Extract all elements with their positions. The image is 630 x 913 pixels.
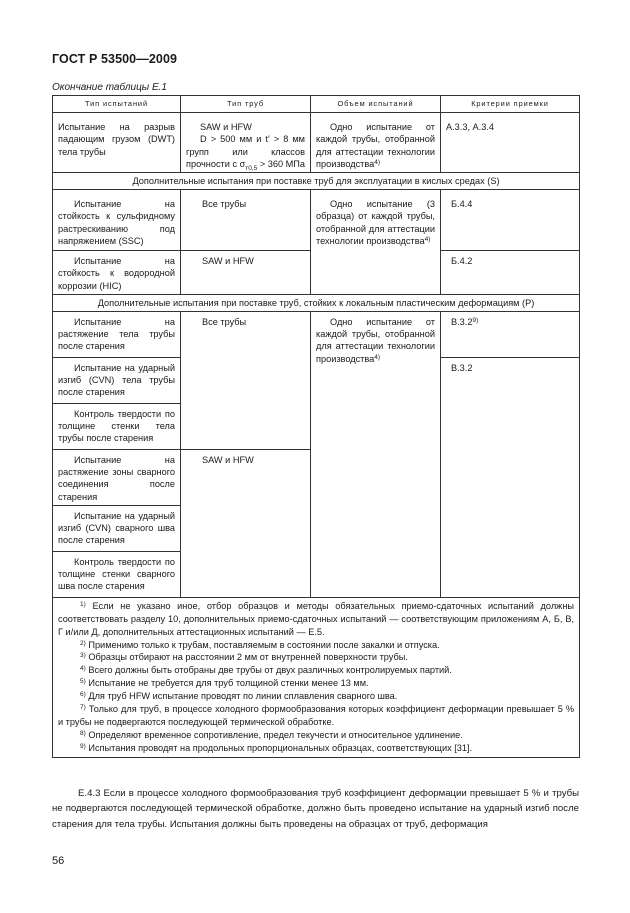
- p6-test: Контроль твердости по толщине стенки сварного шва после старения: [58, 556, 175, 592]
- p3-test-cell: [53, 404, 181, 450]
- footnote: [58, 677, 574, 690]
- p-volume-sup: 4): [374, 353, 381, 361]
- footnote-text: Применимо только к трубам, поставляемым в состоянии после закалки и отпуска.: [88, 639, 440, 650]
- p1-criteria-cell: [441, 312, 580, 358]
- dwt-pipe-sub: т0,5: [245, 164, 258, 172]
- document-header: ГОСТ Р 53500—2009: [52, 52, 178, 66]
- section-s-title: Дополнительные испытания при поставке труб для эксплуатации в кислых средах (S): [53, 173, 580, 190]
- hic-test-cell: [53, 251, 181, 295]
- ssc-criteria: Б.4.4: [451, 199, 473, 210]
- footnote-text: Если не указано иное, отбор образцов и методы обязательных приемо-сдаточных испытаний должны соответствовать разделу 10, дополнительных приемо-сдаточных испытаний — соответствующим приложениям А, Б, В, Г и/или Д, дополнительных аттестационных испытаний — Е.5.: [58, 600, 575, 637]
- ssc-volume-sup: 4): [424, 235, 431, 243]
- footnote-mark: 6): [80, 691, 86, 699]
- p2-test: Испытание на ударный изгиб (CVN) тела трубы после старения: [58, 363, 175, 398]
- p-volume: Одно испытание от каждой трубы, отобранной для аттестации технологии производства: [316, 317, 435, 364]
- footnote: [58, 651, 574, 664]
- body-paragraph: Е.4.3 Если в процессе холодного формообразования труб коэффициент деформации превышает 5 % и трубы не подвергаются последующей термической обработке, должно быть проведено испытание на ударный изгиб после старения для тела трубы. Испытания должны быть проведены на образцах от труб, деформация: [52, 788, 579, 830]
- section-row-s: [53, 173, 580, 190]
- dwt-pipe-text: D > 500 мм и t' > 8 мм групп или классов прочности с σ: [186, 134, 305, 169]
- footnote: [58, 664, 574, 677]
- footnotes-cell: [53, 597, 580, 757]
- footnote-text: Образцы отбирают на расстоянии 2 мм от внутренней поверхности трубы.: [88, 652, 408, 663]
- table-header-row: [53, 96, 580, 113]
- dwt-volume-cell: [311, 113, 441, 173]
- p3-test: Контроль твердости по толщине стенки тела трубы после старения: [58, 409, 175, 444]
- footnote: [58, 742, 574, 755]
- ssc-criteria-cell: [441, 190, 580, 251]
- footnote-text: Для труб HFW испытание проводят по линии сплавления сварного шва.: [88, 691, 398, 702]
- col-header-pipe-type: Тип труб: [181, 96, 311, 113]
- footnote: [58, 639, 574, 652]
- footnote-mark: 1): [80, 600, 86, 608]
- footnote-text: Испытание не требуется для труб толщиной стенки менее 13 мм.: [88, 678, 369, 689]
- p1-criteria-sup: 9): [472, 317, 479, 325]
- ssc-test: Испытание на стойкость к сульфидному растрескиванию под напряжением (SSC): [58, 199, 175, 246]
- col-header-test-type: Тип испытаний: [53, 96, 181, 113]
- p5-test: Испытание на ударный изгиб (CVN) сварного шва после старения: [58, 510, 175, 546]
- p-pipe-saw-cell: [181, 450, 311, 598]
- dwt-pipe-line2: [186, 133, 305, 170]
- ssc-volume: Одно испытание (3 образца) от каждой трубы, отобранной для аттестации технологии производства: [316, 199, 435, 246]
- table-caption: Окончание таблицы Е.1: [52, 82, 167, 93]
- table-row-p1: [53, 312, 580, 358]
- ssc-pipe: Все трубы: [202, 199, 247, 210]
- hic-test: Испытание на стойкость к водородной коррозии (HIC): [58, 256, 175, 291]
- footnote-mark: 4): [80, 665, 86, 673]
- ssc-volume-cell: [311, 190, 441, 295]
- hic-criteria-cell: [441, 251, 580, 295]
- footnote-mark: 5): [80, 678, 86, 686]
- ssc-pipe-cell: [181, 190, 311, 251]
- dwt-pipe-text2: > 360 МПа: [257, 158, 305, 169]
- footnote-mark: 3): [80, 652, 86, 660]
- hic-criteria: Б.4.2: [451, 256, 473, 267]
- footnote-mark: 9): [80, 742, 86, 750]
- ssc-test-cell: [53, 190, 181, 251]
- p5-test-cell: [53, 505, 181, 551]
- footnote: [58, 690, 574, 703]
- hic-pipe: SAW и HFW: [202, 256, 254, 267]
- table-row-ssc: [53, 190, 580, 251]
- table-row-dwt: [53, 113, 580, 173]
- p1-test: Испытание на растяжение тела трубы после старения: [58, 317, 175, 352]
- p1-criteria: В.3.2: [451, 317, 473, 328]
- dwt-test-cell: [53, 113, 181, 173]
- section-row-p: [53, 294, 580, 311]
- dwt-pipe-line1: SAW и HFW: [200, 122, 252, 133]
- hic-pipe-cell: [181, 251, 311, 295]
- footnote-mark: 7): [80, 704, 86, 712]
- dwt-criteria: А.3.3, А.3.4: [446, 122, 495, 133]
- p1-test-cell: [53, 312, 181, 358]
- p-pipe-all: Все трубы: [202, 317, 247, 328]
- dwt-volume-sup: 4): [374, 158, 381, 166]
- p2-criteria: В.3.2: [451, 363, 473, 374]
- footnote-text: Определяют временное сопротивление, предел текучести и относительное удлинение.: [88, 729, 463, 740]
- dwt-test: Испытание на разрыв падающим грузом (DWT) тела трубы: [58, 122, 175, 157]
- p-pipe-saw: SAW и HFW: [202, 455, 254, 466]
- col-header-volume: Объем испытаний: [311, 96, 441, 113]
- p-pipe-all-cell: [181, 312, 311, 450]
- footnote: [58, 703, 574, 729]
- p-volume-cell: [311, 312, 441, 598]
- p2-criteria-cell: [441, 358, 580, 598]
- p6-test-cell: [53, 551, 181, 597]
- footnote: [58, 729, 574, 742]
- p4-test-cell: [53, 450, 181, 506]
- footnote-text: Только для труб, в процессе холодного формообразования которых коэффициент деформации превышает 5 % и трубы не подвергаются последующей термической обработке.: [58, 704, 574, 727]
- footnote-text: Испытания проводят на продольных пропорциональных образцах, соответствующих [31].: [88, 742, 473, 753]
- p2-test-cell: [53, 358, 181, 404]
- tests-table: [52, 95, 580, 758]
- footnote-text: Всего должны быть отобраны две трубы от двух различных контролируемых партий.: [88, 665, 452, 676]
- p4-test: Испытание на растяжение зоны сварного соединения после старения: [58, 455, 175, 502]
- footnotes-row: [53, 597, 580, 757]
- dwt-volume: Одно испытание от каждой трубы, отобранной для аттестации технологии производства: [316, 122, 435, 169]
- page-number: 56: [52, 855, 65, 867]
- dwt-pipe-cell: [181, 113, 311, 173]
- col-header-criteria: Критерии приемки: [441, 96, 580, 113]
- footnote-mark: 2): [80, 639, 86, 647]
- dwt-criteria-cell: [441, 113, 580, 173]
- section-p-title: Дополнительные испытания при поставке труб, стойких к локальным пластическим деформациям (P): [53, 294, 580, 311]
- footnote-mark: 8): [80, 729, 86, 737]
- footnote: [58, 600, 574, 639]
